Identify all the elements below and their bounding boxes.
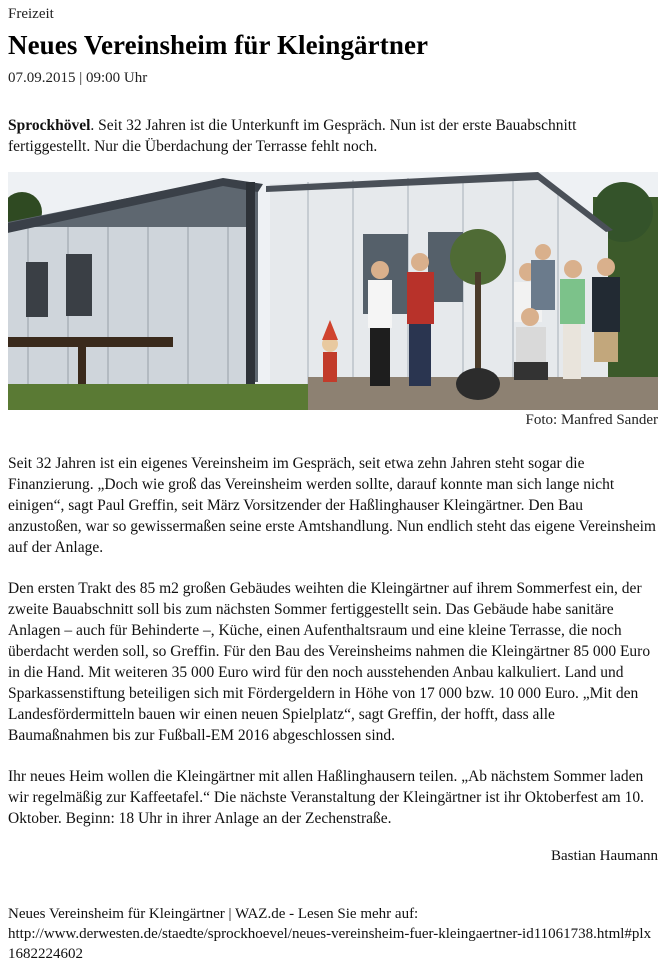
lead-place: Sprockhövel [8, 117, 91, 134]
source-line: Neues Vereinsheim für Kleingärtner | WAZ.de - Lesen Sie mehr auf: [8, 906, 419, 922]
source-footer [8, 904, 658, 964]
lead-text: . Seit 32 Jahren ist die Unterkunft im Gespräch. Nun ist der erste Bauabschnitt fertiggestellt. Nur die Überdachung der Terrasse fehlt noch. [8, 117, 577, 155]
article-paragraph-2: Den ersten Trakt des 85 m2 großen Gebäudes weihten die Kleingärtner auf ihrem Sommerfest ein, der zweite Bauabschnitt soll bis zum nächsten Sommer fertiggestellt sein. Das Gebäude habe sanitäre Anlagen – auch für Behinderte –, Küche, einen Aufenthaltsraum und eine kleine Terrasse, die noch überdacht werden soll, so Greffin. Für den Bau des Vereinsheims nahmen die Kleingärtner 85 000 Euro in die Hand. Mit weiteren 35 000 Euro wird für den noch ausstehenden Anbau kalkuliert. Land und Sparkassenstiftung beteiligen sich mit Fördergeldern in Höhe von 17 000 bzw. 10 000 Euro. „Mit den Landesfördermitteln bauen wir einen neuen Spielplatz“, sagt Greffin, der hofft, dass alle Baumaßnahmen bis zur Fußball-EM 2016 abgeschlossen sind. [8, 580, 651, 744]
article-headline: Neues Vereinsheim für Kleingärtner [8, 30, 429, 60]
article-author: Bastian Haumann [550, 848, 658, 864]
article-dateline: 07.09.2015 | 09:00 Uhr [8, 70, 148, 86]
photo-credit: Foto: Manfred Sander [525, 412, 658, 428]
article-lead [8, 115, 658, 157]
category-label: Freizeit [8, 6, 54, 22]
clubhouse-photo-illustration [8, 172, 658, 410]
article-paragraph-3: Ihr neues Heim wollen die Kleingärtner mit allen Haßlinghausern teilen. „Ab nächstem Sommer laden wir regelmäßig zur Kaffeetafel.“ Die nächste Veranstaltung der Kleingärtner ist ihr Oktoberfest am 10. Oktober. Beginn: 18 Uhr in ihrer Anlage an der Zechenstraße. [8, 768, 644, 827]
article-paragraph-1: Seit 32 Jahren ist ein eigenes Vereinsheim im Gespräch, seit etwa zehn Jahren steht sogar die Finanzierung. „Doch wie groß das Vereinsheim werden sollte, darauf konnte man sich lange nicht einigen“, sagt Paul Greffin, seit März Vorsitzender der Haßlinghauser Kleingärtner. Den Bau anzustoßen, war so gewissermaßen seine erste Amtshandlung. Nun endlich steht das eigene Vereinsheim auf der Anlage. [8, 455, 656, 556]
source-url-link[interactable]: http://www.derwesten.de/staedte/sprockhoevel/neues-vereinsheim-fuer-kleingaertner-id11061738.html#plx1682224602 [8, 926, 652, 962]
article-photo [8, 172, 658, 410]
